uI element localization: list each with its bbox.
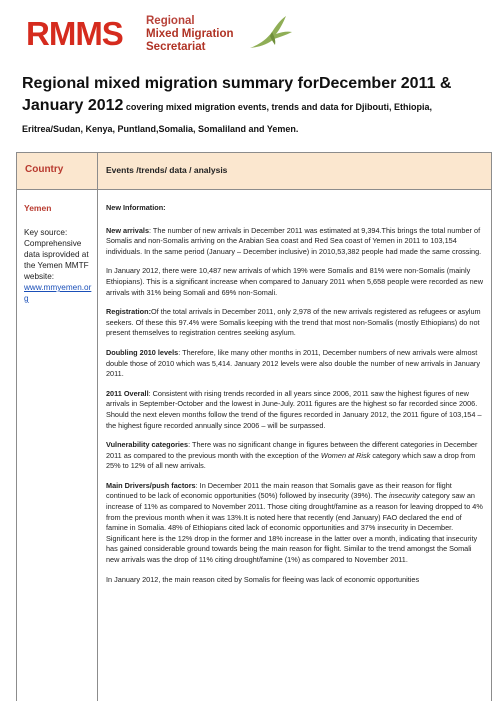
text-women-at-risk: Women at Risk: [320, 450, 371, 460]
text-registration: Of the total arrivals in December 2011, only 2,978 of the new arrivals registered as refugees or asylum seekers. Of these this 97.4% were Somalis keeping with the trend that most non-Somalis (mostly Ethiopians) do not present themselves to registration centres seeking asylum.: [106, 307, 481, 338]
title-line-2-text: covering mixed migration events, trends and data for Djibouti, Ethiopia,: [123, 102, 432, 112]
text-new-arrivals: : The number of new arrivals in December 2011 was estimated at 9,394.This brings the total number of Somalis and non-Somalis arriving on the Arabian Sea coast and Red Sea coast of Yemen in 2011 to 103,154 individuals. In the same period (January – December inclusive) in 2010,53,382 people had made the same crossing.: [106, 225, 482, 256]
text-insecurity: insecurity: [388, 491, 420, 501]
title-line-2-date: January 2012: [22, 97, 124, 114]
text-2011-overall: : Consistent with rising trends recorded in all years since 2006, 2011 saw the highest figures of new arrivals in September-October and the lowest in June-July. 2011 figures are the highest so far recorded since 2006. Should the next eleven months follow the trend of the figures recorded in January 2012, the 2011 figure of 103,154 – the highest figure recorded annually since 2006 – will be surpassed.: [106, 388, 482, 430]
text-drivers-b: category saw an increase of 11% as compared to November 2011. Those citing drought/famine as a reason for leaving dropped to 4% from the previous month when it was 13%.It is noted here that recently (end January) FAO declared the end of famine in Somalia. 48% of Ethiopians cited lack of economic opportunities and 37% insecurity in December. Significant here is the 12% drop in the former and 18% increase in the latter over a month, indicating that insecurity has gained considerable ground towards being the main reason for flight. Similar to the trend amongst the Somali new arrivals was the drop of 11% citing drought/famine (1%) as compared to November 2011.: [106, 491, 483, 565]
label-2011-overall: 2011 Overall: [106, 388, 149, 398]
paragraph-drivers: [106, 481, 484, 566]
label-doubling: Doubling 2010 levels: [106, 347, 179, 357]
summary-table: [16, 152, 492, 701]
mmyemen-link[interactable]: www.mmyemen.org: [24, 283, 92, 303]
country-name: Yemen: [24, 203, 52, 213]
paragraph-new-arrivals: [106, 226, 484, 258]
title-line-1: Regional mixed migration summary forDecember 2011 &: [22, 75, 452, 92]
table-header: [17, 153, 491, 190]
text-drivers-a: : In December 2011 the main reason that Somalis gave as their reason for flight continued to be lack of economic opportunities (50%) followed by insecurity (39%). The: [106, 480, 452, 501]
logo-text: [146, 15, 234, 54]
paragraph-registration: [106, 307, 484, 339]
paragraph-january-reasons: In January 2012, the main reason cited by Somalis for fleeing was lack of economic opportunities: [106, 574, 420, 584]
text-vulnerability-a: : There was no significant change in figures between the different categories in December 2011 as compared to the previous month with the exception of the: [106, 440, 478, 460]
new-information-heading: New Information:: [106, 203, 166, 212]
label-drivers: Main Drivers/push factors: [106, 480, 196, 490]
logo-mark: RMMS: [26, 15, 123, 52]
column-divider: [97, 153, 98, 701]
document-title: [22, 73, 482, 140]
label-vulnerability: Vulnerability categories: [106, 440, 189, 450]
title-line-2: [22, 95, 482, 118]
paragraph-vulnerability: [106, 440, 484, 472]
logo-line-3: Secretariat: [146, 41, 206, 53]
title-line-3: Eritrea/Sudan, Kenya, Puntland,Somalia, Somaliland and Yemen.: [22, 124, 299, 134]
rmms-logo: [26, 12, 286, 58]
logo-line-2: Mixed Migration: [146, 28, 234, 40]
key-source-text: Key source: Comprehensive data isprovided at the Yemen MMTF website:: [24, 228, 89, 281]
events-cell: [106, 203, 484, 594]
paragraph-doubling: [106, 348, 484, 380]
text-doubling: : Therefore, like many other months in 2011, December numbers of new arrivals were almost double those of 2010 which was 5,414. January 2012 levels were also double the number of new arrivals in January 2011.: [106, 347, 480, 379]
text-vulnerability-b: category which saw a drop from 25% to 12% of all new arrivals.: [106, 450, 476, 471]
paragraph-2011-overall: [106, 389, 484, 431]
header-events: Events /trends/ data / analysis: [106, 165, 228, 175]
logo-line-1: Regional: [146, 15, 195, 27]
paragraph-january-2012: In January 2012, there were 10,487 new arrivals of which 19% were Somalis and 81% were non-Somalis (mainly Ethiopians). This is a significant increase when compared to January 2011 when 5,658 people were recorded as new arrivals with 31% being Somali and 69% non-Somali.: [106, 266, 483, 297]
label-registration: Registration:: [106, 307, 151, 317]
label-new-arrivals: New arrivals: [106, 225, 149, 235]
bird-icon: [246, 14, 294, 60]
header-country: Country: [25, 164, 64, 175]
country-cell: [24, 203, 94, 304]
